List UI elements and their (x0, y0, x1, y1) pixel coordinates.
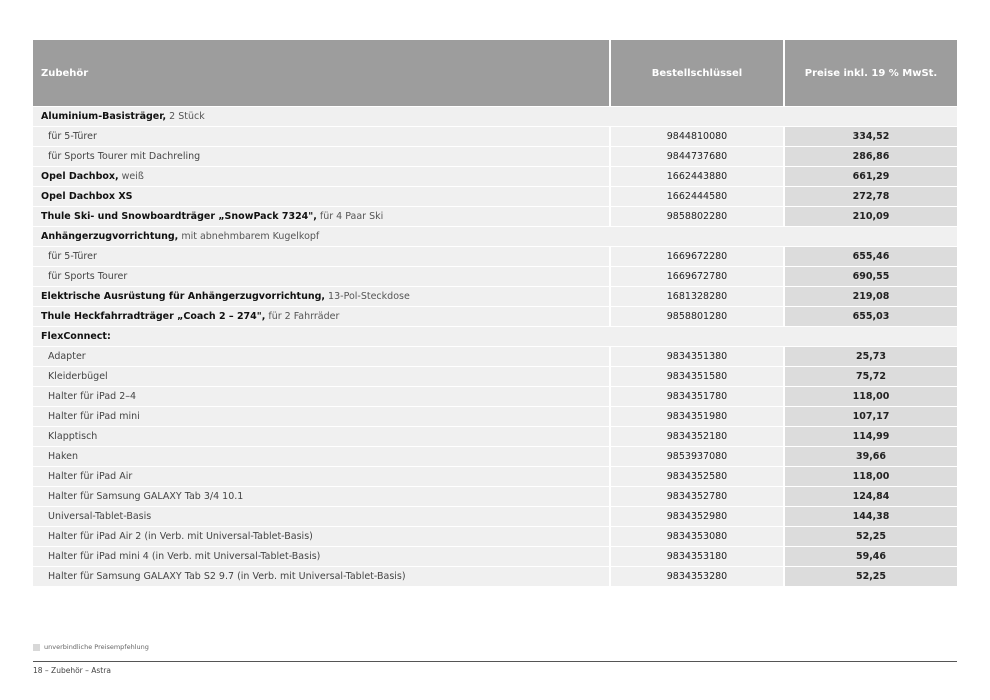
item-detail: weiß (118, 171, 144, 182)
accessory-name (33, 147, 609, 166)
item-title: Aluminium-Basisträger, (41, 111, 167, 122)
table-row (33, 327, 957, 346)
table-row (33, 367, 957, 386)
accessory-name (33, 167, 609, 186)
table-row (33, 447, 957, 466)
price: 655,03 (785, 307, 957, 326)
item-text: Halter für Samsung GALAXY Tab S2 9.7 (in Verb. mit Universal-Tablet-Basis) (48, 571, 406, 582)
order-code: 1662444580 (611, 187, 783, 206)
price: 124,84 (785, 487, 957, 506)
table-row (33, 287, 957, 306)
order-code: 9834352980 (611, 507, 783, 526)
order-code: 9834351580 (611, 367, 783, 386)
table-row (33, 107, 957, 126)
footer-divider (33, 661, 957, 662)
table-row (33, 527, 957, 546)
header-price: Preise inkl. 19 % MwSt. (785, 40, 957, 106)
item-detail: für 2 Fahrräder (265, 311, 340, 322)
table-row (33, 467, 957, 486)
order-code: 9853937080 (611, 447, 783, 466)
table-row (33, 547, 957, 566)
item-text: für Sports Tourer (48, 271, 128, 282)
price: 286,86 (785, 147, 957, 166)
table-row (33, 207, 957, 226)
price: 118,00 (785, 467, 957, 486)
accessory-name (33, 347, 609, 366)
price: 59,46 (785, 547, 957, 566)
order-code: 9834352580 (611, 467, 783, 486)
table-row (33, 187, 957, 206)
item-text: Adapter (48, 351, 86, 362)
accessory-name (33, 527, 609, 546)
table-row (33, 427, 957, 446)
accessory-name (33, 567, 609, 586)
header-order-code: Bestellschlüssel (611, 40, 783, 106)
price: 144,38 (785, 507, 957, 526)
item-detail: 13-Pol-Steckdose (325, 291, 410, 302)
table-row (33, 507, 957, 526)
price: 114,99 (785, 427, 957, 446)
price-swatch (33, 644, 40, 651)
table-row (33, 127, 957, 146)
accessory-name (33, 487, 609, 506)
accessory-name (33, 127, 609, 146)
order-code: 9858801280 (611, 307, 783, 326)
order-code (609, 107, 783, 126)
order-code: 1681328280 (611, 287, 783, 306)
table-row (33, 347, 957, 366)
table-row (33, 227, 957, 246)
table-header (33, 40, 957, 106)
item-text: Halter für iPad Air (48, 471, 133, 482)
accessory-name (33, 467, 609, 486)
table-row (33, 167, 957, 186)
item-detail: 2 Stück (166, 111, 205, 122)
order-code: 9858802280 (611, 207, 783, 226)
accessory-name (33, 507, 609, 526)
price: 661,29 (785, 167, 957, 186)
price: 25,73 (785, 347, 957, 366)
order-code: 9834353080 (611, 527, 783, 546)
item-text: Halter für iPad Air 2 (in Verb. mit Universal-Tablet-Basis) (48, 531, 313, 542)
item-text: Haken (48, 451, 78, 462)
order-code: 9834351980 (611, 407, 783, 426)
accessory-name (33, 207, 609, 226)
item-text: Universal-Tablet-Basis (48, 511, 152, 522)
order-code (609, 227, 783, 246)
price-note (33, 643, 149, 651)
order-code: 9834352180 (611, 427, 783, 446)
accessory-name (33, 187, 609, 206)
order-code: 9834351780 (611, 387, 783, 406)
price: 272,78 (785, 187, 957, 206)
header-accessory: Zubehör (33, 40, 609, 106)
item-text: Halter für iPad mini (48, 411, 140, 422)
page-footer: 18 – Zubehör – Astra (33, 666, 111, 675)
accessory-name (33, 427, 609, 446)
price (783, 227, 957, 246)
item-text: für Sports Tourer mit Dachreling (48, 151, 201, 162)
order-code: 9834353280 (611, 567, 783, 586)
accessory-name (33, 327, 609, 346)
accessories-price-table (33, 40, 957, 586)
order-code: 1669672280 (611, 247, 783, 266)
accessory-name (33, 107, 609, 126)
item-text: Klapptisch (48, 431, 98, 442)
item-detail: mit abnehmbarem Kugelkopf (178, 231, 320, 242)
price: 107,17 (785, 407, 957, 426)
price: 219,08 (785, 287, 957, 306)
item-title: Opel Dachbox, (41, 171, 119, 182)
price (783, 107, 957, 126)
table-row (33, 307, 957, 326)
order-code: 1669672780 (611, 267, 783, 286)
accessory-name (33, 267, 609, 286)
price (783, 327, 957, 346)
item-detail: für 4 Paar Ski (316, 211, 384, 222)
accessory-name (33, 407, 609, 426)
item-title: Thule Ski- und Snowboardträger „SnowPack 7324", (41, 211, 317, 222)
order-code: 9834351380 (611, 347, 783, 366)
item-title: FlexConnect: (41, 331, 111, 342)
price: 210,09 (785, 207, 957, 226)
accessory-name (33, 227, 609, 246)
item-text: Kleiderbügel (48, 371, 108, 382)
table-row (33, 407, 957, 426)
table-row (33, 247, 957, 266)
order-code: 9834353180 (611, 547, 783, 566)
price: 39,66 (785, 447, 957, 466)
accessory-name (33, 387, 609, 406)
item-title: Anhängerzugvorrichtung, (41, 231, 179, 242)
item-text: Halter für iPad mini 4 (in Verb. mit Universal-Tablet-Basis) (48, 551, 321, 562)
order-code: 1662443880 (611, 167, 783, 186)
accessory-name (33, 547, 609, 566)
item-text: für 5-Türer (48, 251, 97, 262)
item-title: Opel Dachbox XS (41, 191, 133, 202)
price: 334,52 (785, 127, 957, 146)
order-code: 9844810080 (611, 127, 783, 146)
accessory-name (33, 447, 609, 466)
item-title: Elektrische Ausrüstung für Anhängerzugvorrichtung, (41, 291, 326, 302)
price: 118,00 (785, 387, 957, 406)
item-text: Halter für iPad 2–4 (48, 391, 137, 402)
price: 655,46 (785, 247, 957, 266)
price-note-text: unverbindliche Preisempfehlung (44, 643, 149, 651)
price: 690,55 (785, 267, 957, 286)
table-row (33, 387, 957, 406)
accessory-name (33, 367, 609, 386)
price: 52,25 (785, 567, 957, 586)
table-row (33, 147, 957, 166)
accessory-name (33, 307, 609, 326)
item-text: Halter für Samsung GALAXY Tab 3/4 10.1 (48, 491, 244, 502)
accessory-name (33, 287, 609, 306)
table-row (33, 267, 957, 286)
order-code (609, 327, 783, 346)
price: 75,72 (785, 367, 957, 386)
price: 52,25 (785, 527, 957, 546)
order-code: 9834352780 (611, 487, 783, 506)
item-text: für 5-Türer (48, 131, 97, 142)
table-row (33, 567, 957, 586)
item-title: Thule Heckfahrradträger „Coach 2 – 274", (41, 311, 266, 322)
table-row (33, 487, 957, 506)
order-code: 9844737680 (611, 147, 783, 166)
accessory-name (33, 247, 609, 266)
